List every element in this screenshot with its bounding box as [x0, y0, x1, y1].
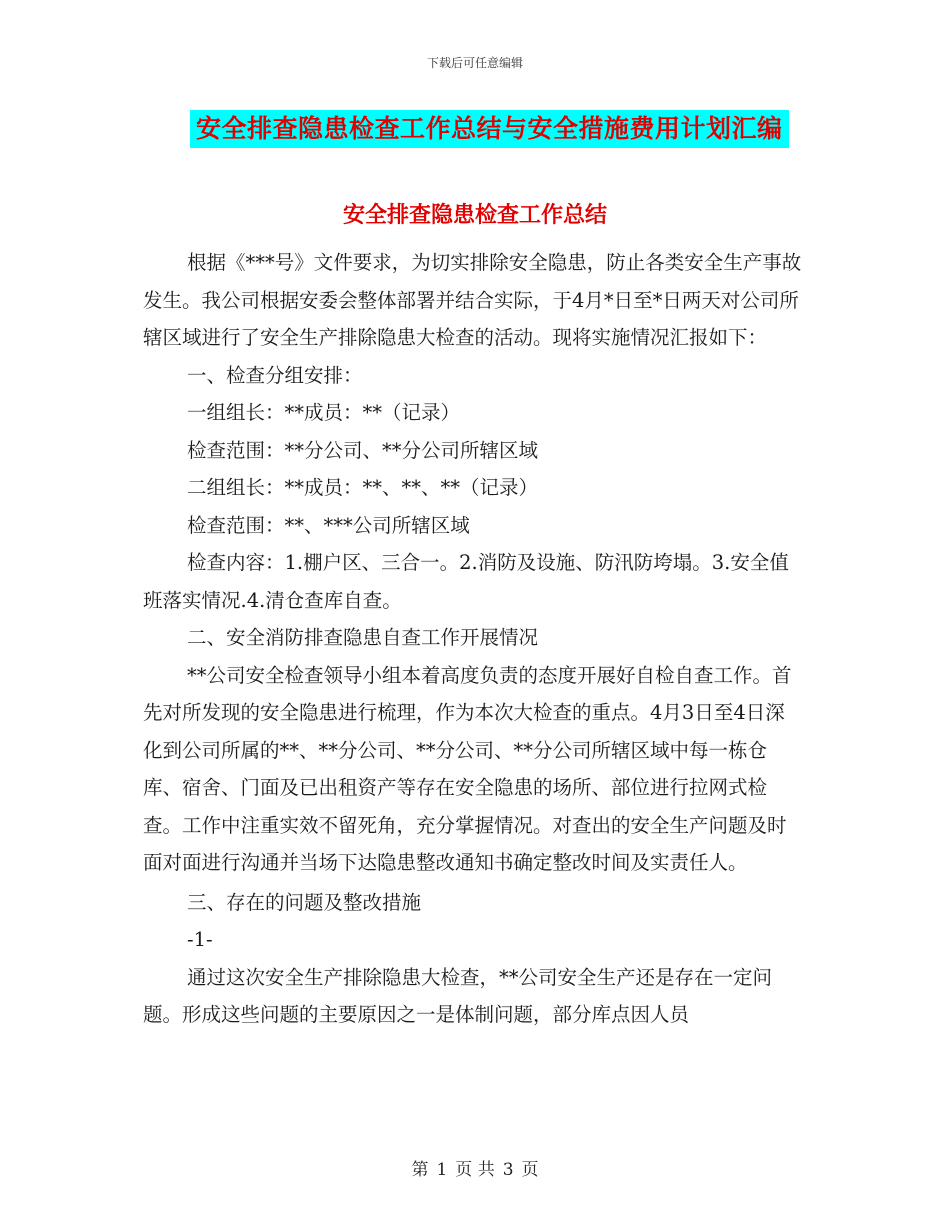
footer-suffix: 页: [521, 1160, 539, 1180]
document-body: [143, 244, 803, 1034]
footer-middle: 页 共: [455, 1160, 495, 1180]
section-title: 安全排查隐患检查工作总结: [342, 202, 607, 228]
paragraph-scope-1: 检查范围：**分公司、**分公司所辖区域: [187, 438, 539, 462]
paragraph-heading-3: 三、存在的问题及整改措施: [187, 890, 422, 914]
document-main-title: 安全排查隐患检查工作总结与安全措施费用计划汇编: [190, 110, 789, 148]
paragraph-self-check: **公司安全检查领导小组本着高度负责的态度开展好自检自查工作。首先对所发现的安全隐患进行梳理，作为本次大检查的重点。4月3日至4日深化到公司所属的**、**分公司、**分公司、**分公司所辖区域中每一栋仓库、宿舍、门面及已出租资产等存在安全隐患的场所、部位进行拉网式检查。工作中注重实效不留死角，充分掌握情况。对查出的安全生产问题及时面对面进行沟通并当场下达隐患整改通知书确定整改时间及实责任人。: [143, 663, 792, 874]
paragraph-group-1: 一组组长：**成员：**（记录）: [187, 401, 461, 424]
footer-total-pages: 3: [502, 1160, 514, 1180]
paragraph-group-2: 二组组长：**成员：**、**、**（记录）: [187, 476, 539, 499]
paragraph-scope-2: 检查范围：**、***公司所辖区域: [187, 513, 470, 537]
paragraph-heading-2: 二、安全消防排查隐患自查工作开展情况: [187, 626, 539, 649]
page-number-marker: -1-: [187, 928, 213, 951]
footer-current-page: 1: [436, 1160, 448, 1180]
paragraph-content: 检查内容：1.棚户区、三合一。2.消防及设施、防汛防垮塌。3.安全值班落实情况.4.清仓查库自查。: [143, 551, 789, 612]
header-note: 下载后可任意编辑: [426, 56, 523, 70]
paragraph-problems: 通过这次安全生产排除隐患大检查，**公司安全生产还是存在一定问题。形成这些问题的主要原因之一是体制问题，部分库点因人员: [143, 965, 773, 1026]
page-footer: [0, 1155, 950, 1180]
paragraph-intro: 根据《***号》文件要求，为切实排除安全隐患，防止各类安全生产事故发生。我公司根据安委会整体部署并结合实际，于4月*日至*日两天对公司所辖区域进行了安全生产排除隐患大检查的活动。现将实施情况汇报如下：: [143, 251, 802, 349]
footer-prefix: 第: [411, 1160, 429, 1180]
paragraph-heading-1: 一、检查分组安排：: [187, 363, 363, 387]
